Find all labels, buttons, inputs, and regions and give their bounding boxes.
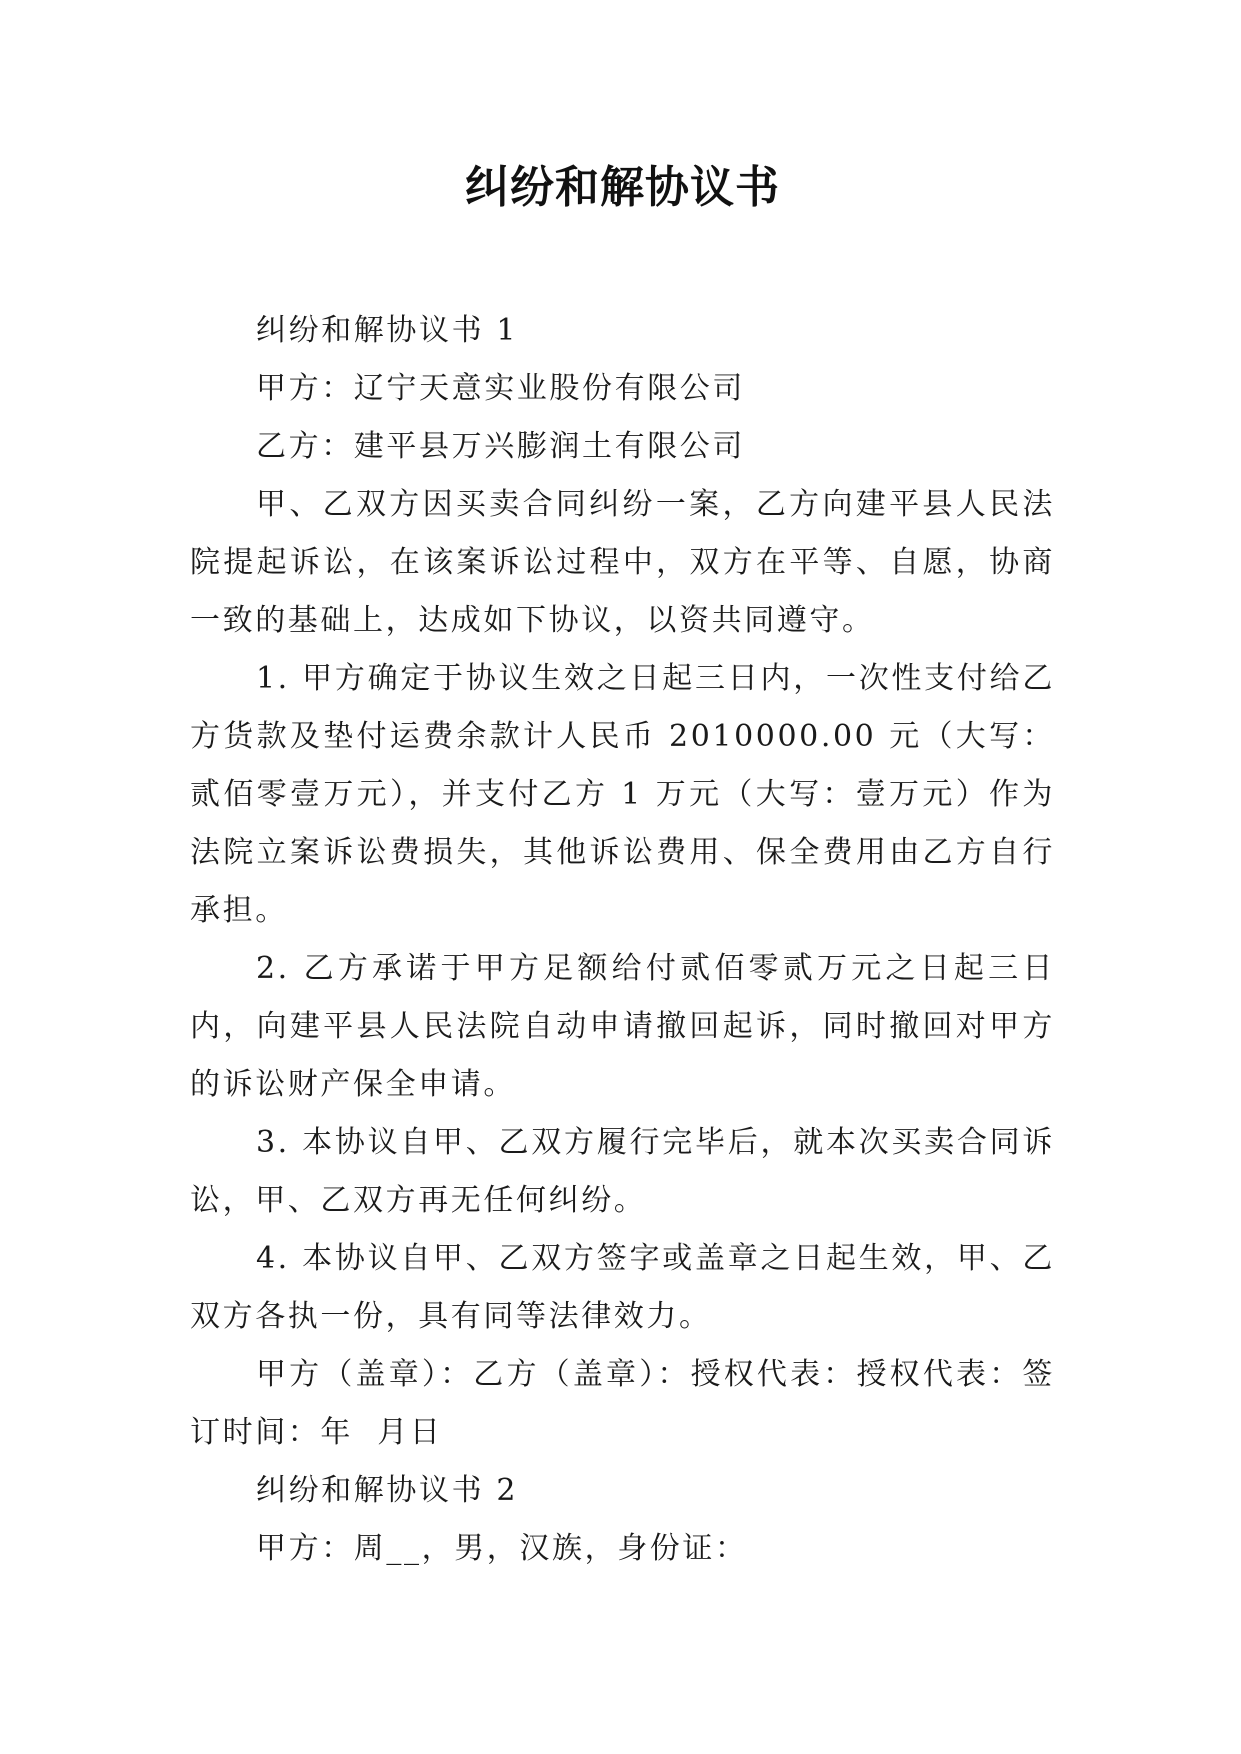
clause-4: 4. 本协议自甲、乙双方签字或盖章之日起生效，甲、乙双方各执一份，具有同等法律效力。 bbox=[190, 1241, 1055, 1334]
party-b-line: 乙方：建平县万兴膨润土有限公司 bbox=[256, 429, 745, 464]
party-a-line-2: 甲方：周__，男，汉族，身份证： bbox=[256, 1531, 748, 1566]
signature-line: 甲方（盖章）：乙方（盖章）：授权代表：授权代表：签订时间：年 月日 bbox=[190, 1357, 1055, 1450]
clause-1: 1. 甲方确定于协议生效之日起三日内，一次性支付给乙方货款及垫付运费余款计人民币 2010000.00 元（大写：贰佰零壹万元），并支付乙方 1 万元（大写：壹万元）作为法院立案诉讼费损失，其他诉讼费用、保全费用由乙方自行承担。 bbox=[190, 661, 1055, 928]
clause-2: 2. 乙方承诺于甲方足额给付贰佰零贰万元之日起三日内，向建平县人民法院自动申请撤回起诉，同时撤回对甲方的诉讼财产保全申请。 bbox=[190, 951, 1055, 1102]
clause-3: 3. 本协议自甲、乙双方履行完毕后，就本次买卖合同诉讼，甲、乙双方再无任何纠纷。 bbox=[190, 1125, 1055, 1218]
document-body bbox=[190, 302, 1055, 1578]
document-title: 纠纷和解协议书 bbox=[465, 162, 780, 213]
party-a-line: 甲方：辽宁天意实业股份有限公司 bbox=[256, 371, 745, 406]
section-heading-1: 纠纷和解协议书 1 bbox=[256, 313, 519, 348]
preamble-paragraph: 甲、乙双方因买卖合同纠纷一案，乙方向建平县人民法院提起诉讼，在该案诉讼过程中，双方在平等、自愿，协商一致的基础上，达成如下协议，以资共同遵守。 bbox=[190, 487, 1055, 638]
section-heading-2: 纠纷和解协议书 2 bbox=[256, 1473, 519, 1508]
